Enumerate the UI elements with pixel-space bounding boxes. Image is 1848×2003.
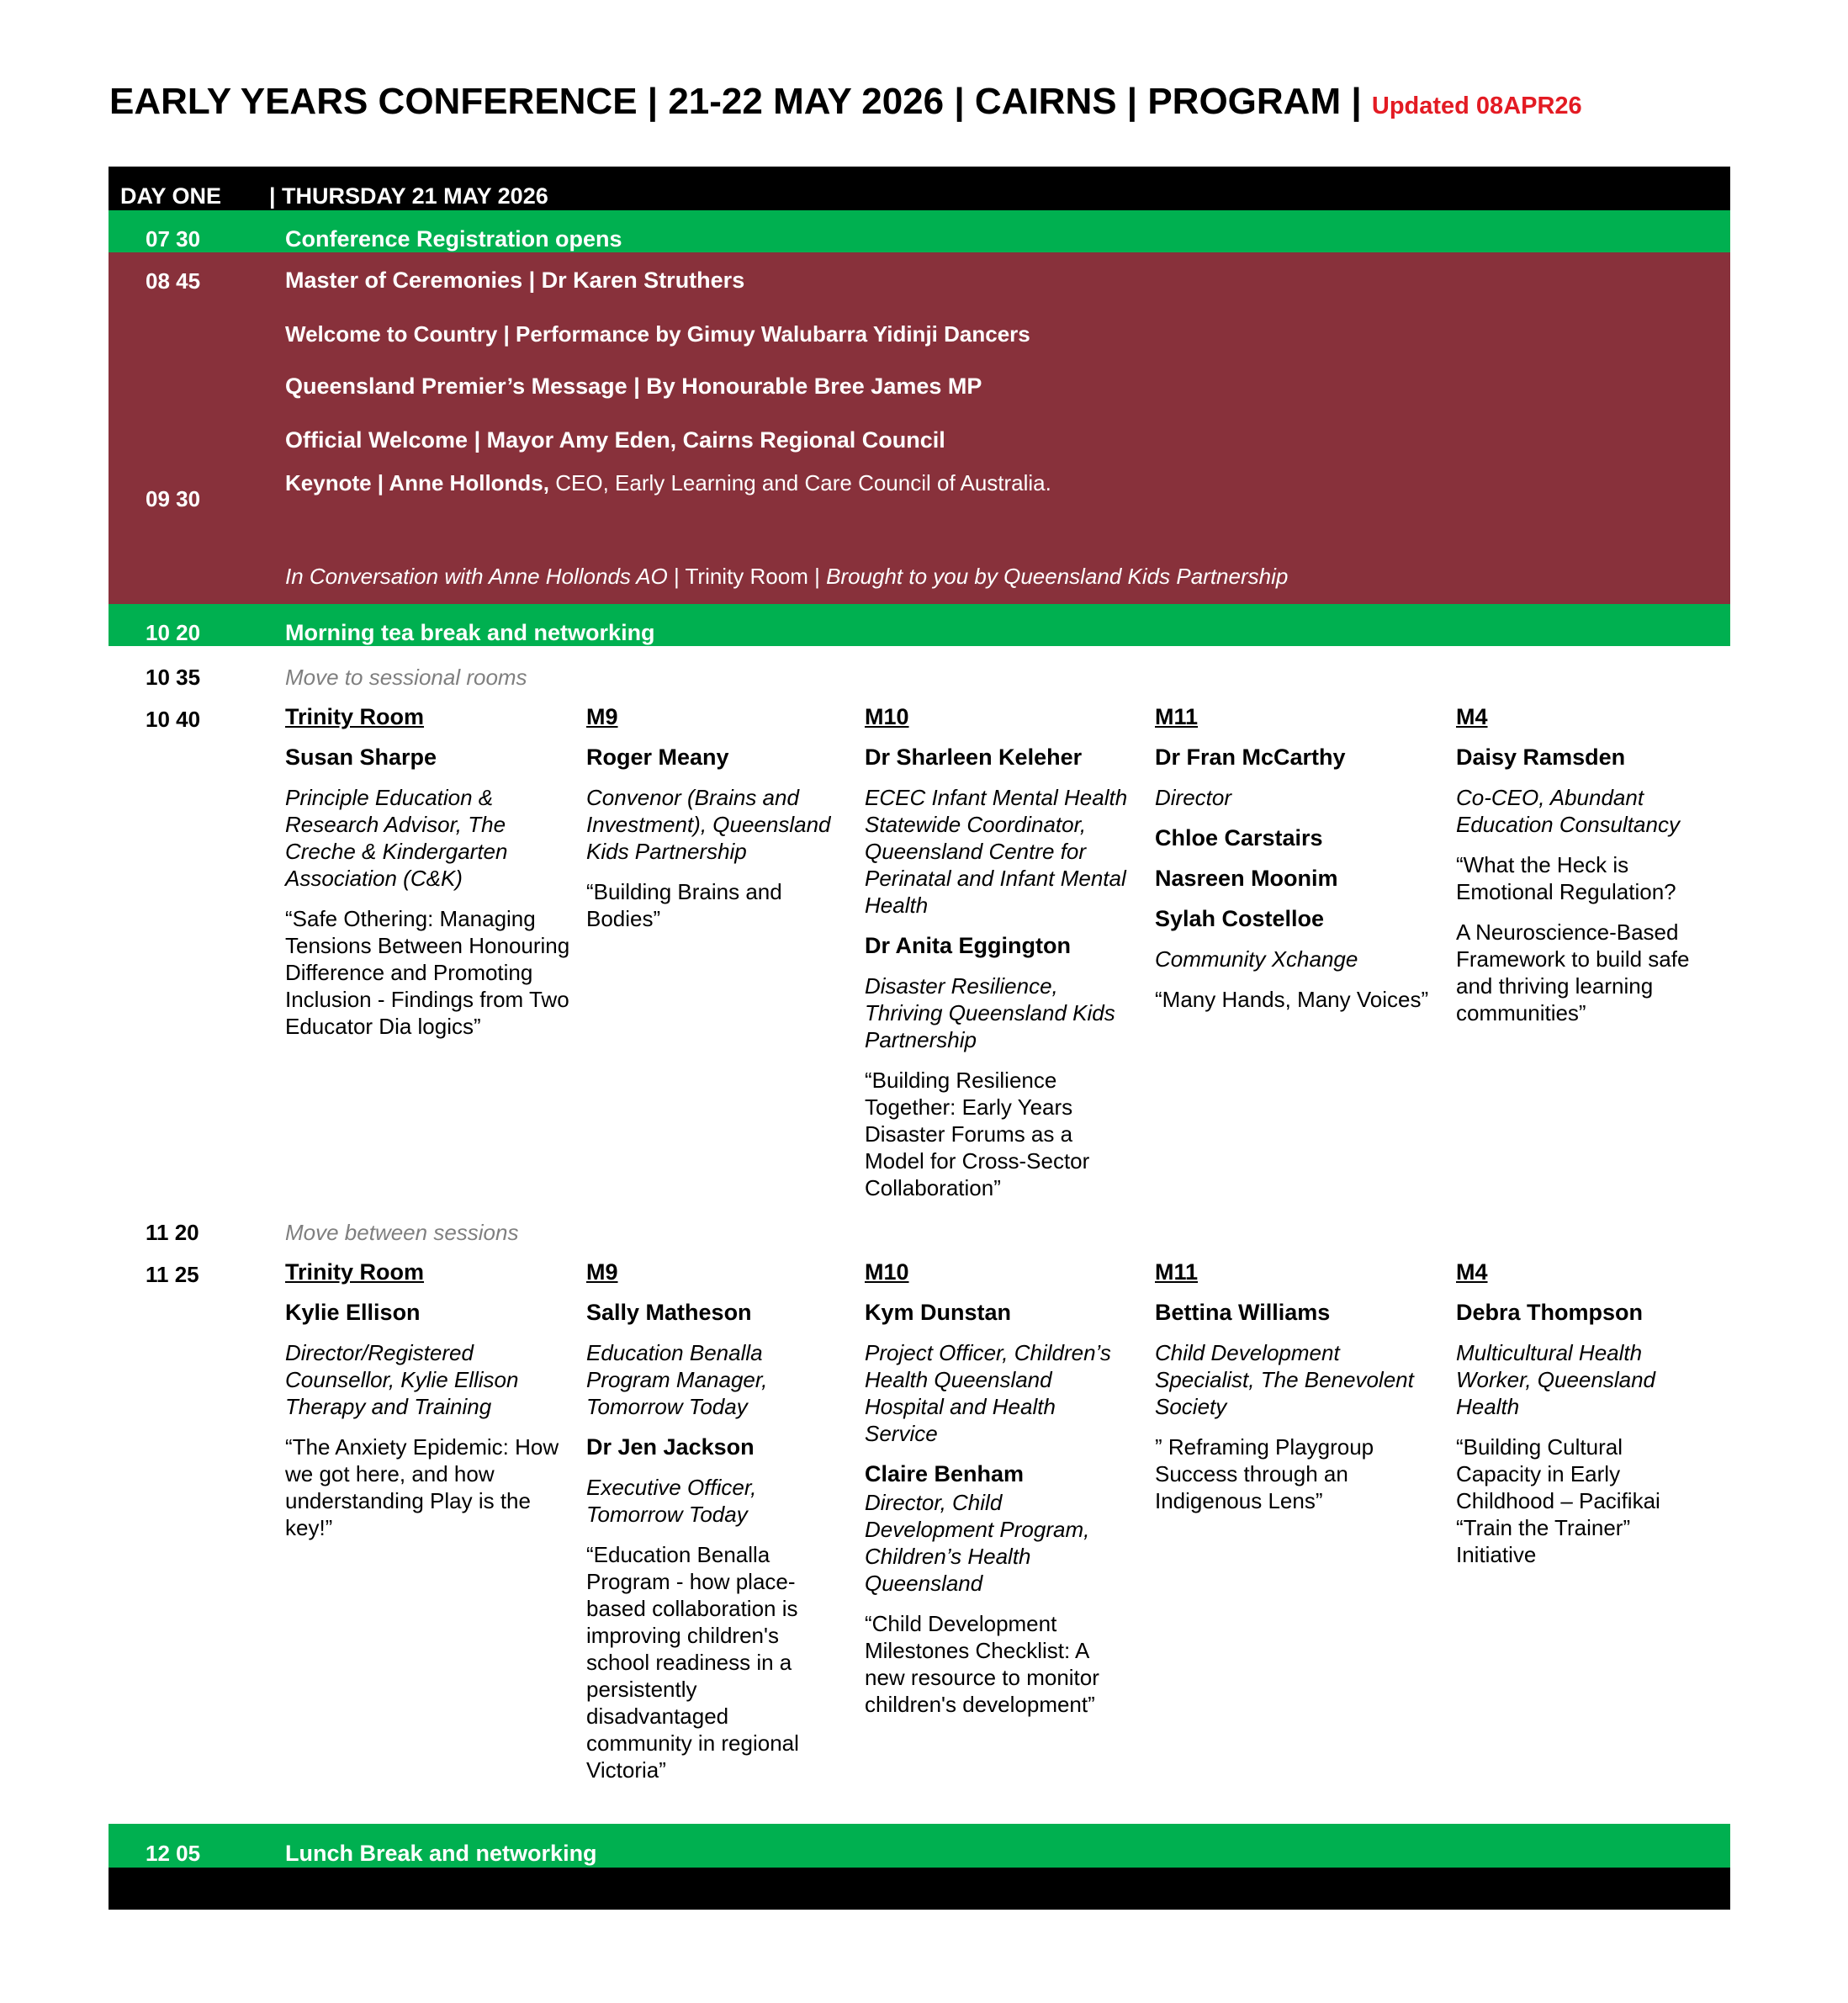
speaker-role: Multicultural Health Worker, Queensland Health [1456,1340,1656,1419]
speaker-role: Project Officer, Children’s Health Queensland Hospital and Health Service [865,1340,1111,1446]
lunch-time: 12 05 [146,1841,201,1866]
session2-time: 11 25 [146,1262,199,1287]
room-label: M9 [586,1259,618,1285]
talk-title: “Building Brains and Bodies” [586,879,782,931]
talk-title: “Many Hands, Many Voices” [1155,987,1429,1012]
talk-subtitle: A Neuroscience-Based Framework to build safe and thriving learning communities” [1456,919,1690,1025]
speaker-role: Co-CEO, Abundant Education Consultancy [1456,785,1680,837]
session2-m11 [1155,1258,1437,1528]
speaker-name: Daisy Ramsden [1456,745,1626,770]
room-label: M10 [865,1259,909,1285]
speaker-name: Nasreen Moonim [1155,866,1338,891]
talk-title: “Education Benalla Program - how place-based collaboration is improving children's school readiness in a persistently disadvantaged community in regional Victoria” [586,1542,799,1783]
session1-trinity [285,703,571,1053]
updated-label: Updated 08APR26 [1371,93,1582,119]
footer-bar [109,1868,1730,1910]
speaker-role: ECEC Infant Mental Health Statewide Coordinator, Queensland Centre for Perinatal and Infant Mental Health [865,785,1128,918]
speaker-name: Claire Benham [865,1461,1025,1486]
speaker-name: Kym Dunstan [865,1300,1012,1325]
move2-text: Move between sessions [285,1220,519,1245]
session1-m4 [1456,703,1725,1040]
keynote-label: Keynote | Anne Hollonds, [285,470,549,495]
morning-tea-text: Morning tea break and networking [285,620,655,645]
speaker-name: Bettina Williams [1155,1300,1331,1325]
speaker-role: Education Benalla Program Manager, Tomorrow Today [586,1340,768,1419]
speaker-name: Sally Matheson [586,1300,752,1325]
conversation-sponsor: Brought to you by Queensland Kids Partnership [826,564,1289,589]
speaker-org: Community Xchange [1155,946,1358,972]
conversation-line [285,564,1288,590]
speaker-role: Director, Child Development Program, Children’s Health Queensland [865,1490,1090,1596]
session1-time: 10 40 [146,707,201,732]
session2-trinity [285,1258,571,1555]
speaker-name: Susan Sharpe [285,745,437,770]
speaker-name: Chloe Carstairs [1155,825,1323,850]
room-label: Trinity Room [285,1259,425,1285]
speaker-name: Roger Meany [586,745,729,770]
move2-time: 11 20 [146,1220,199,1245]
day-label: DAY ONE [120,183,222,209]
session1-m9 [586,703,839,946]
speaker-role: Director/Registered Counsellor, Kylie Ellison Therapy and Training [285,1340,519,1419]
talk-title: “Child Development Milestones Checklist: A new resource to monitor children's development” [865,1611,1099,1717]
conversation-title: In Conversation with Anne Hollonds AO [285,564,668,589]
keynote-time: 09 30 [146,486,201,511]
room-label: M4 [1456,1259,1488,1285]
speaker-role: Director [1155,785,1232,810]
speaker-name: Debra Thompson [1456,1300,1644,1325]
talk-title: ” Reframing Playgroup Success through an Indigenous Lens” [1155,1434,1374,1513]
day-date: | THURSDAY 21 MAY 2026 [269,183,548,209]
keynote-detail: CEO, Early Learning and Care Council of Australia. [549,470,1051,495]
talk-title: “The Anxiety Epidemic: How we got here, and how understanding Play is the key!” [285,1434,559,1540]
talk-title: “Safe Othering: Managing Tensions Between Honouring Difference and Promoting Inclusion - Findings from Two Educator Dia logics” [285,906,570,1039]
registration-time: 07 30 [146,226,201,252]
speaker-name: Dr Jen Jackson [586,1434,755,1460]
room-label: M9 [586,704,618,729]
talk-title: “Building Resilience Together: Early Years Disaster Forums as a Model for Cross-Sector Collaboration” [865,1068,1090,1200]
speaker-role: Executive Officer, Tomorrow Today [586,1475,757,1527]
speaker-name: Dr Anita Eggington [865,933,1071,958]
speaker-role: Child Development Specialist, The Benevolent Society [1155,1340,1414,1419]
speaker-role: Disaster Resilience, Thriving Queensland Kids Partnership [865,973,1115,1052]
room-label: M11 [1155,704,1199,729]
speaker-name: Dr Sharleen Keleher [865,745,1083,770]
speaker-role: Principle Education & Research Advisor, The Creche & Kindergarten Association (C&K) [285,785,508,891]
page-title-text: EARLY YEARS CONFERENCE | 21-22 MAY 2026 | CAIRNS | PROGRAM | [109,81,1362,122]
talk-title: “Building Cultural Capacity in Early Childhood – Pacifikai “Train the Trainer” Initiative [1456,1434,1660,1567]
session1-m11 [1155,703,1432,1026]
premier-line: Queensland Premier’s Message | By Honourable Bree James MP [285,374,982,399]
room-label: Trinity Room [285,704,425,729]
opening-time: 08 45 [146,268,201,294]
session2-m10 [865,1258,1134,1731]
session1-m10 [865,703,1134,1215]
session2-m9 [586,1258,839,1797]
speaker-name: Sylah Costelloe [1155,906,1325,931]
move1-text: Move to sessional rooms [285,665,527,690]
lunch-text: Lunch Break and networking [285,1841,597,1866]
keynote-line [285,470,1051,496]
conversation-room: | Trinity Room | [667,564,827,589]
official-welcome-line: Official Welcome | Mayor Amy Eden, Cairns Regional Council [285,427,945,453]
room-label: M4 [1456,704,1488,729]
talk-title: “What the Heck is Emotional Regulation? [1456,852,1676,904]
move1-time: 10 35 [146,665,201,690]
session2-m4 [1456,1258,1708,1582]
speaker-name: Kylie Ellison [285,1300,421,1325]
page-title [109,81,1582,123]
mc-line: Master of Ceremonies | Dr Karen Struthers [285,268,745,293]
welcome-country-line: Welcome to Country | Performance by Gimuy Walubarra Yidinji Dancers [285,321,1030,347]
room-label: M11 [1155,1259,1199,1285]
speaker-name: Dr Fran McCarthy [1155,745,1346,770]
morning-tea-time: 10 20 [146,620,201,645]
speaker-role: Convenor (Brains and Investment), Queensland Kids Partnership [586,785,831,864]
registration-text: Conference Registration opens [285,226,622,252]
room-label: M10 [865,704,909,729]
